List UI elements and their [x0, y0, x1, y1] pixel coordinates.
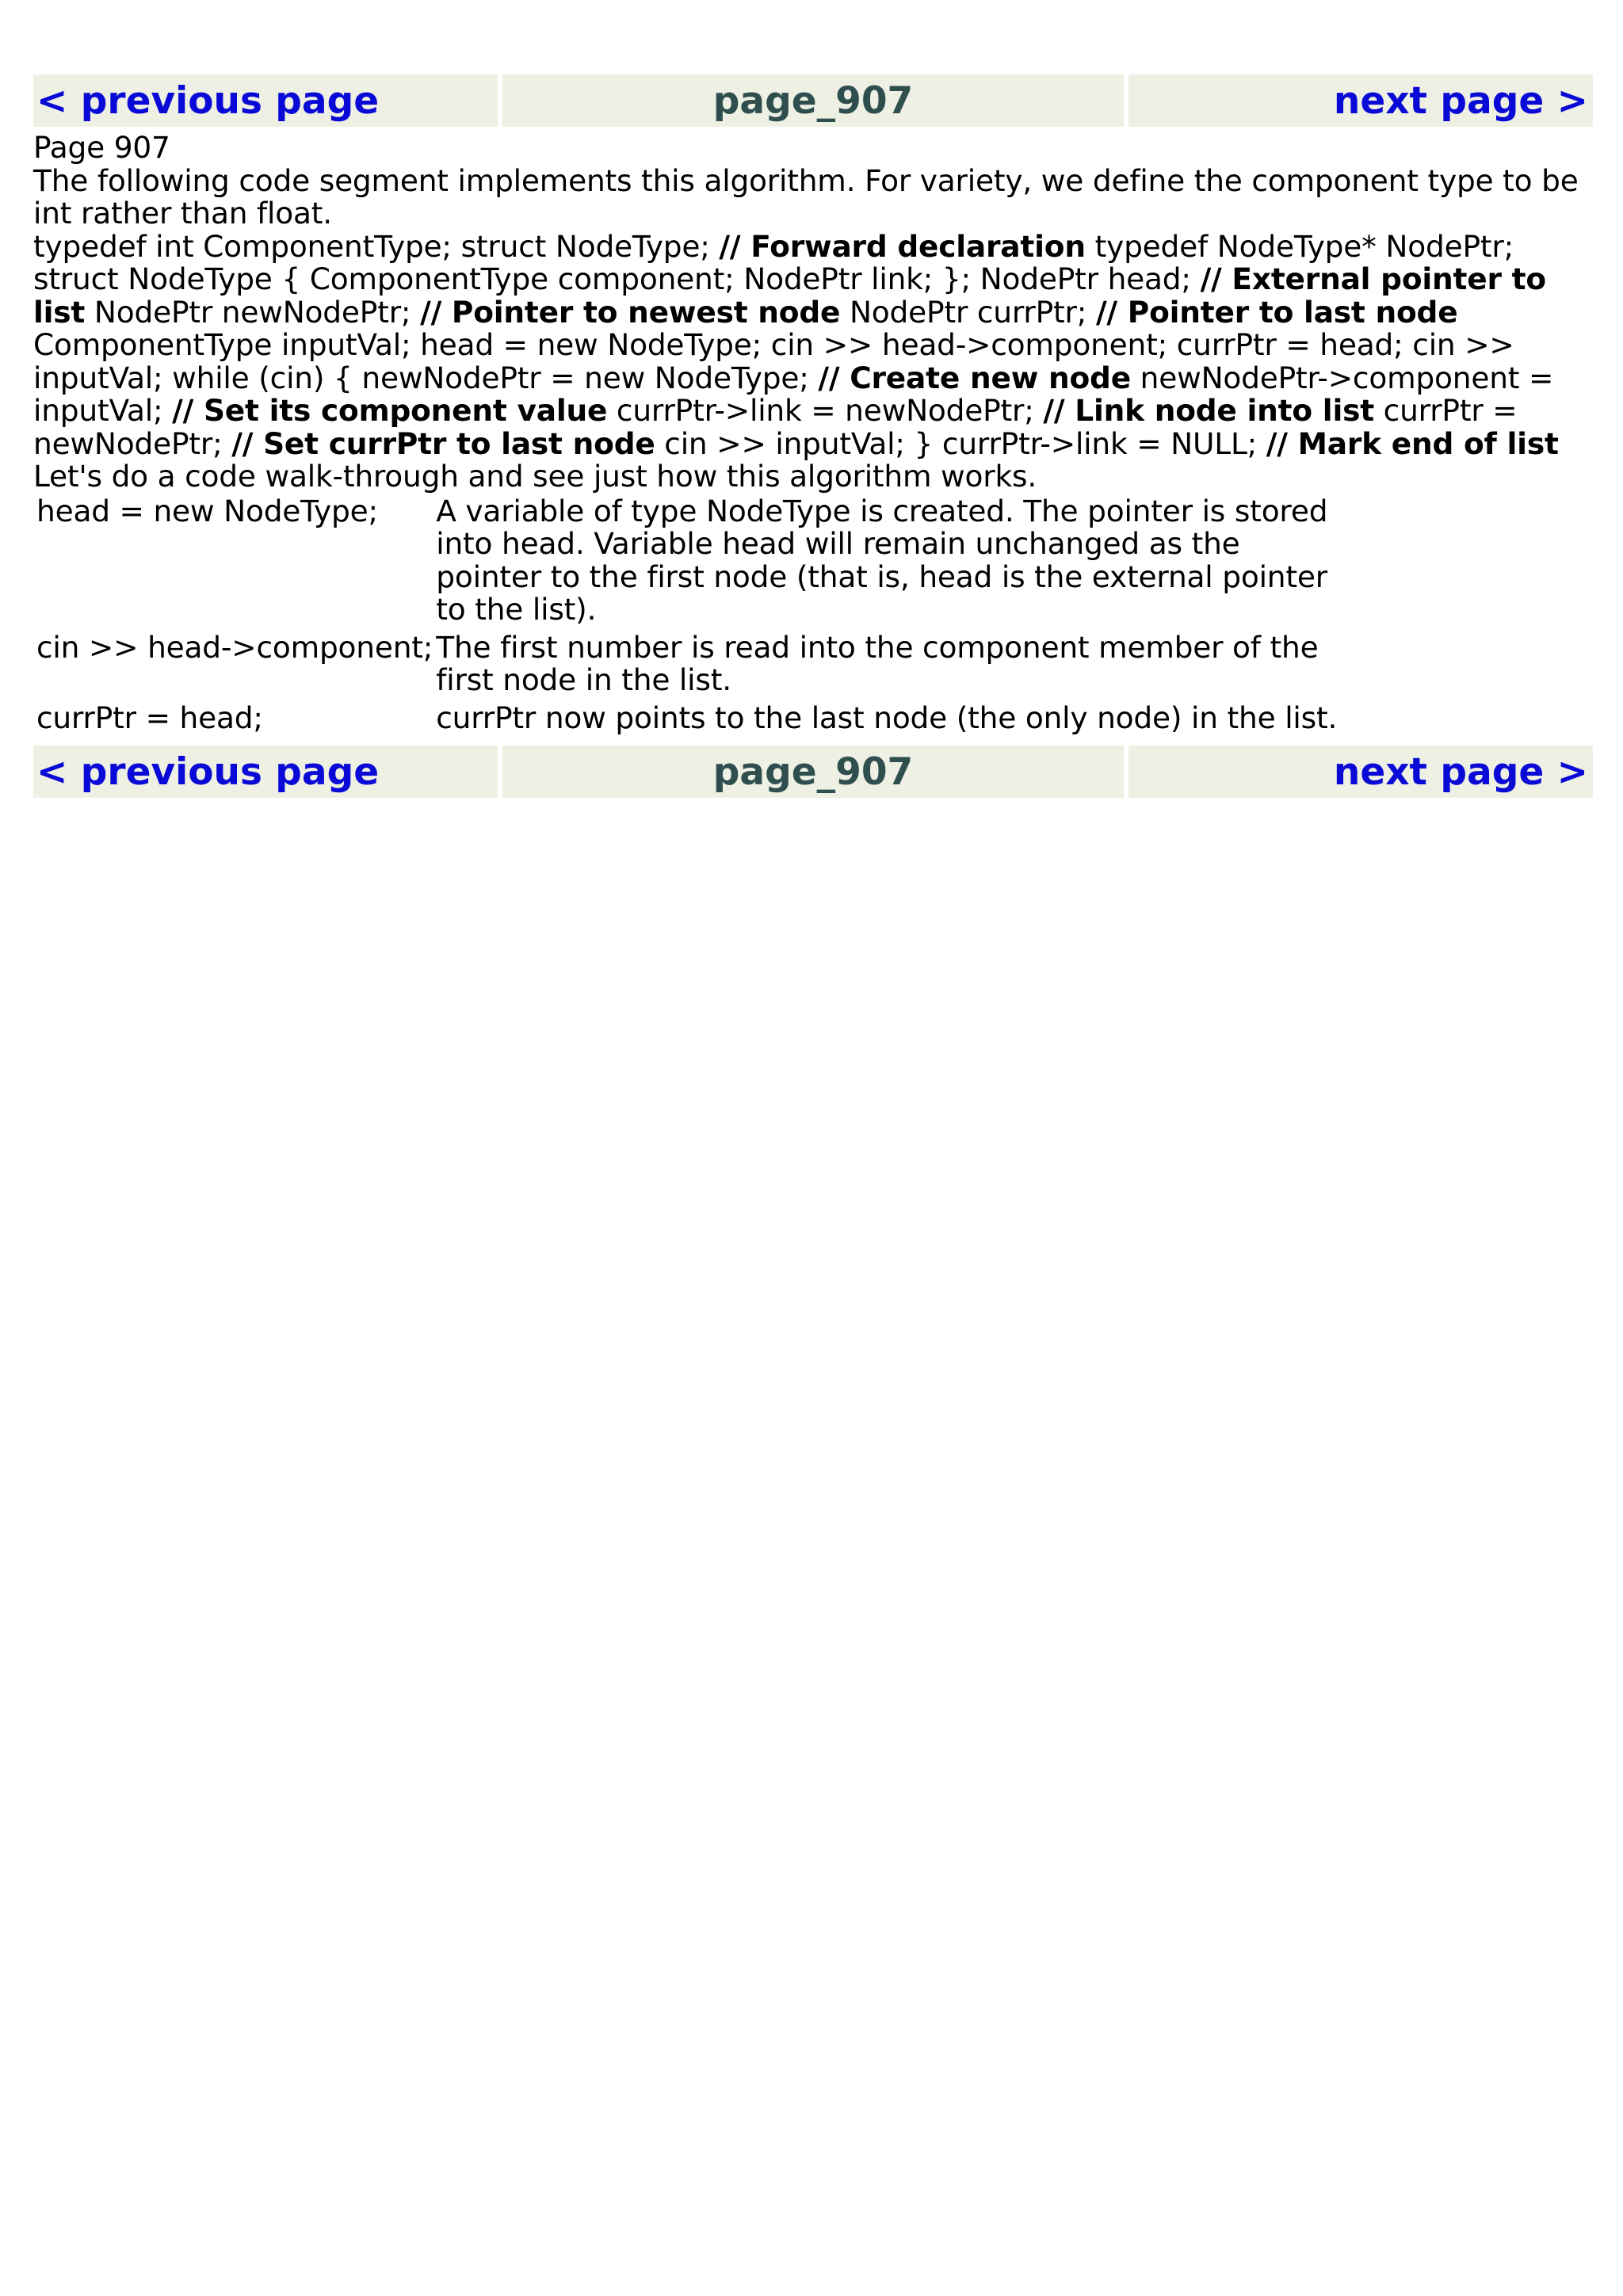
code-text: typedef NodeType* NodePtr; struct NodeType { ComponentType component; NodePtr link; }; NodePtr head;: [33, 228, 1514, 296]
walkthrough-description: A variable of type NodeType is created. The pointer is stored into head. Variable head will remain unchanged as the pointer to the first node (that is, head is the external pointer to the list).: [436, 493, 1328, 627]
code-comment: // Link node into list: [1043, 393, 1374, 428]
previous-page-link[interactable]: < previous page: [33, 74, 498, 127]
code-text: currPtr = newNodePtr;: [33, 393, 1518, 461]
next-page-link[interactable]: next page >: [1128, 74, 1593, 127]
code-text: currPtr->link = newNodePtr;: [607, 393, 1044, 428]
walkthrough-statement: head = new NodeType;: [36, 493, 378, 528]
walkthrough-statement: currPtr = head;: [36, 700, 263, 735]
next-page-link[interactable]: next page >: [1128, 746, 1593, 798]
walkthrough-table: [33, 495, 1355, 740]
page-id-label: page_907: [502, 74, 1124, 127]
page-content: [33, 127, 1593, 746]
bottom-navbar: [33, 746, 1593, 798]
page-number-label: Page 907: [33, 130, 170, 165]
top-navbar: [33, 74, 1593, 127]
walkthrough-intro: Let's do a code walk-through and see just how this algorithm works.: [33, 459, 1037, 494]
walkthrough-description: currPtr now points to the last node (the only node) in the list.: [436, 700, 1338, 735]
table-row: [33, 631, 1355, 702]
code-text: NodePtr newNodePtr;: [85, 294, 421, 330]
code-text: NodePtr currPtr;: [840, 294, 1096, 330]
code-text: typedef int ComponentType; struct NodeType;: [33, 228, 720, 264]
code-comment: // Set currPtr to last node: [231, 425, 655, 461]
code-text: ComponentType inputVal; head = new NodeType; cin >> head->component; currPtr = head; cin >> inputVal; while (cin) { newNodePtr = new NodeType;: [33, 327, 1514, 395]
intro-paragraph: The following code segment implements this algorithm. For variety, we define the component type to be int rather than float.: [33, 162, 1579, 231]
code-comment: // External pointer to list: [33, 261, 1546, 330]
code-comment: // Pointer to newest node: [420, 294, 841, 330]
code-segment: [33, 228, 1593, 461]
walkthrough-description: The first number is read into the component member of the first node in the list.: [436, 629, 1319, 697]
table-row: [33, 495, 1355, 631]
code-comment: // Mark end of list: [1266, 425, 1559, 461]
walkthrough-statement: cin >> head->component;: [36, 629, 433, 665]
table-row: [33, 702, 1355, 740]
code-comment: // Forward declaration: [719, 228, 1086, 264]
code-comment: // Set its component value: [172, 393, 608, 428]
code-comment: // Create new node: [818, 360, 1131, 395]
code-comment: // Pointer to last node: [1095, 294, 1458, 330]
previous-page-link[interactable]: < previous page: [33, 746, 498, 798]
page-id-label: page_907: [502, 746, 1124, 798]
page-container: [33, 74, 1593, 798]
code-text: cin >> inputVal; } currPtr->link = NULL;: [655, 425, 1266, 461]
code-text: newNodePtr->component = inputVal;: [33, 360, 1554, 428]
